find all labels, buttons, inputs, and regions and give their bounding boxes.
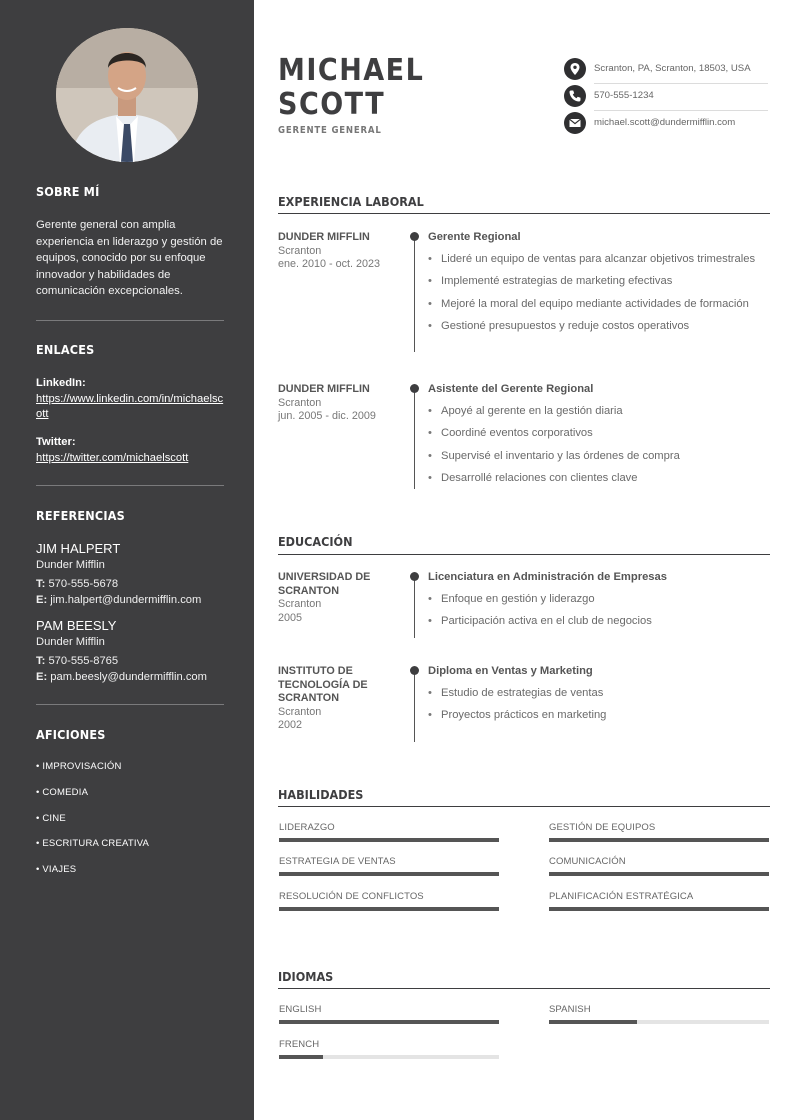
year: 2002 xyxy=(278,719,303,731)
language-bar xyxy=(279,1020,499,1024)
link-twitter xyxy=(36,434,226,466)
timeline-line xyxy=(414,236,415,352)
skill-name: COMUNICACIÓN xyxy=(549,856,626,867)
reference-company: Dunder Mifflin xyxy=(36,636,105,648)
skill-item xyxy=(549,856,769,876)
skill-item xyxy=(279,856,499,876)
twitter-label: Twitter: xyxy=(36,436,76,448)
profile-photo xyxy=(56,28,198,162)
contact-location-text: Scranton, PA, Scranton, 18503, USA xyxy=(594,63,751,74)
divider xyxy=(36,704,224,705)
skill-bar-fill xyxy=(549,872,769,876)
language-item xyxy=(549,1004,769,1024)
bullet-item: • Coordiné eventos corporativos xyxy=(428,426,773,441)
phone-icon xyxy=(564,85,586,107)
first-name: MICHAEL xyxy=(278,53,425,88)
divider xyxy=(36,320,224,321)
bullet-list xyxy=(428,404,773,487)
location: Scranton xyxy=(278,244,322,257)
bullet-item: • Implementé estrategias de marketing efectivas xyxy=(428,274,773,289)
experience-meta xyxy=(278,383,396,424)
skill-name: PLANIFICACIÓN ESTRATÉGICA xyxy=(549,891,694,902)
hobby-item: • VIAJES xyxy=(36,864,77,875)
bullet-item: • Apoyé al gerente en la gestión diaria xyxy=(428,404,773,419)
skill-bar xyxy=(549,838,769,842)
language-name: ENGLISH xyxy=(279,1004,322,1015)
experience-detail xyxy=(428,230,773,334)
reference-item xyxy=(36,541,226,608)
about-title: SOBRE MÍ xyxy=(36,184,100,199)
timeline-dot xyxy=(410,232,419,241)
education-meta xyxy=(278,665,396,733)
contact-email xyxy=(564,112,768,138)
bullet-item: • Proyectos prácticos en marketing xyxy=(428,708,773,723)
language-bar-fill xyxy=(279,1020,499,1024)
languages-title: IDIOMAS xyxy=(278,969,334,984)
hobby-item: • COMEDIA xyxy=(36,787,89,798)
timeline-line xyxy=(414,576,415,638)
reference-email: E: jim.halpert@dundermifflin.com xyxy=(36,594,202,606)
section-rule xyxy=(278,554,770,555)
section-rule xyxy=(278,988,770,989)
institution: INSTITUTO DE TECNOLOGÍA DE SCRANTON xyxy=(278,665,368,704)
bullet-item: • Supervisé el inventario y las órdenes de compra xyxy=(428,449,773,464)
education-detail xyxy=(428,664,773,723)
education-title: EDUCACIÓN xyxy=(278,534,353,549)
dates: ene. 2010 - oct. 2023 xyxy=(278,258,381,270)
contact-phone xyxy=(564,85,768,111)
divider xyxy=(594,83,768,84)
skills-title: HABILIDADES xyxy=(278,787,364,802)
reference-item xyxy=(36,618,226,685)
reference-phone: T: 570-555-8765 xyxy=(36,655,119,667)
education-detail xyxy=(428,570,773,629)
hobby-item: • IMPROVISACIÓN xyxy=(36,761,122,772)
skill-item xyxy=(549,822,769,842)
employer: DUNDER MIFFLIN xyxy=(278,231,370,243)
linkedin-url[interactable]: https://www.linkedin.com/in/michaelscott xyxy=(36,392,224,420)
location: Scranton xyxy=(278,396,322,409)
timeline-dot xyxy=(410,572,419,581)
experience-title: EXPERIENCIA LABORAL xyxy=(278,194,424,209)
reference-name: PAM BEESLY xyxy=(36,618,117,633)
timeline-dot xyxy=(410,384,419,393)
skill-bar-fill xyxy=(549,907,769,911)
dates: jun. 2005 - dic. 2009 xyxy=(278,410,376,422)
skill-bar xyxy=(279,907,499,911)
reference-email: E: pam.beesly@dundermifflin.com xyxy=(36,671,207,683)
bullet-item: • Estudio de estrategias de ventas xyxy=(428,686,773,701)
divider xyxy=(36,485,224,486)
skill-item xyxy=(549,891,769,911)
skill-bar-fill xyxy=(279,838,499,842)
language-item xyxy=(279,1039,499,1059)
about-text: Gerente general con amplia experiencia en liderazgo y gestión de equipos, conocido por su enfoque innovador y habilidades de comunicación excepcionales. xyxy=(36,219,223,297)
degree-title: Licenciatura en Administración de Empresas xyxy=(428,571,667,583)
twitter-url[interactable]: https://twitter.com/michaelscott xyxy=(36,451,189,464)
skill-name: LIDERAZGO xyxy=(279,822,335,833)
reference-phone: T: 570-555-5678 xyxy=(36,578,119,590)
bullet-item: • Lideré un equipo de ventas para alcanzar objetivos trimestrales xyxy=(428,252,773,267)
skill-name: GESTIÓN DE EQUIPOS xyxy=(549,822,656,833)
experience-detail xyxy=(428,382,773,486)
main-content xyxy=(254,0,794,1120)
language-bar xyxy=(549,1020,769,1024)
hobbies-title: AFICIONES xyxy=(36,727,106,742)
education-meta xyxy=(278,571,396,625)
bullet-item: • Mejoré la moral del equipo mediante actividades de formación xyxy=(428,297,773,312)
degree-title: Diploma en Ventas y Marketing xyxy=(428,665,593,677)
job-title: GERENTE GENERAL xyxy=(278,125,382,136)
language-bar-fill xyxy=(279,1055,323,1059)
bullet-list xyxy=(428,592,773,630)
reference-company: Dunder Mifflin xyxy=(36,559,105,571)
skill-bar xyxy=(549,872,769,876)
year: 2005 xyxy=(278,611,303,624)
profile-photo-image xyxy=(56,28,198,162)
last-name: SCOTT xyxy=(278,87,386,122)
skill-bar-fill xyxy=(279,907,499,911)
position-title: Gerente Regional xyxy=(428,231,521,243)
skill-bar-fill xyxy=(279,872,499,876)
skill-item xyxy=(279,891,499,911)
bullet-item: • Desarrollé relaciones con clientes clave xyxy=(428,471,773,486)
language-bar-fill xyxy=(549,1020,637,1024)
location: Scranton xyxy=(278,705,322,718)
contact-location xyxy=(564,58,768,84)
links-title: ENLACES xyxy=(36,342,95,357)
language-bar xyxy=(279,1055,499,1059)
section-rule xyxy=(278,213,770,214)
location-pin-icon xyxy=(564,58,586,80)
link-linkedin xyxy=(36,375,226,422)
divider xyxy=(594,110,768,111)
position-title: Asistente del Gerente Regional xyxy=(428,383,594,395)
contact-email-text: michael.scott@dundermifflin.com xyxy=(594,117,736,128)
bullet-item: • Gestioné presupuestos y reduje costos operativos xyxy=(428,319,773,334)
timeline-dot xyxy=(410,666,419,675)
bullet-item: • Participación activa en el club de negocios xyxy=(428,614,773,629)
language-name: SPANISH xyxy=(549,1004,591,1015)
timeline-line xyxy=(414,670,415,742)
sidebar xyxy=(0,0,254,1120)
section-rule xyxy=(278,806,770,807)
linkedin-label: LinkedIn: xyxy=(36,377,86,389)
location: Scranton xyxy=(278,598,322,610)
references-title: REFERENCIAS xyxy=(36,508,125,523)
language-name: FRENCH xyxy=(279,1039,320,1050)
institution: UNIVERSIDAD DE SCRANTON xyxy=(278,571,371,597)
bullet-list xyxy=(428,252,773,335)
skill-name: ESTRATEGIA DE VENTAS xyxy=(279,856,396,867)
contact-phone-text: 570-555-1234 xyxy=(594,90,654,101)
bullet-item: • Enfoque en gestión y liderazgo xyxy=(428,592,773,607)
skill-bar xyxy=(279,872,499,876)
hobby-item: • ESCRITURA CREATIVA xyxy=(36,838,150,849)
experience-meta xyxy=(278,231,396,272)
timeline-line xyxy=(414,388,415,489)
hobby-item: • CINE xyxy=(36,813,66,824)
skill-item xyxy=(279,822,499,842)
skill-bar xyxy=(279,838,499,842)
skill-bar xyxy=(549,907,769,911)
employer: DUNDER MIFFLIN xyxy=(278,383,370,395)
skill-name: RESOLUCIÓN DE CONFLICTOS xyxy=(279,891,424,902)
skill-bar-fill xyxy=(549,838,769,842)
full-name xyxy=(278,54,424,122)
envelope-icon xyxy=(564,112,586,134)
bullet-list xyxy=(428,686,773,724)
language-item xyxy=(279,1004,499,1024)
reference-name: JIM HALPERT xyxy=(36,541,121,556)
